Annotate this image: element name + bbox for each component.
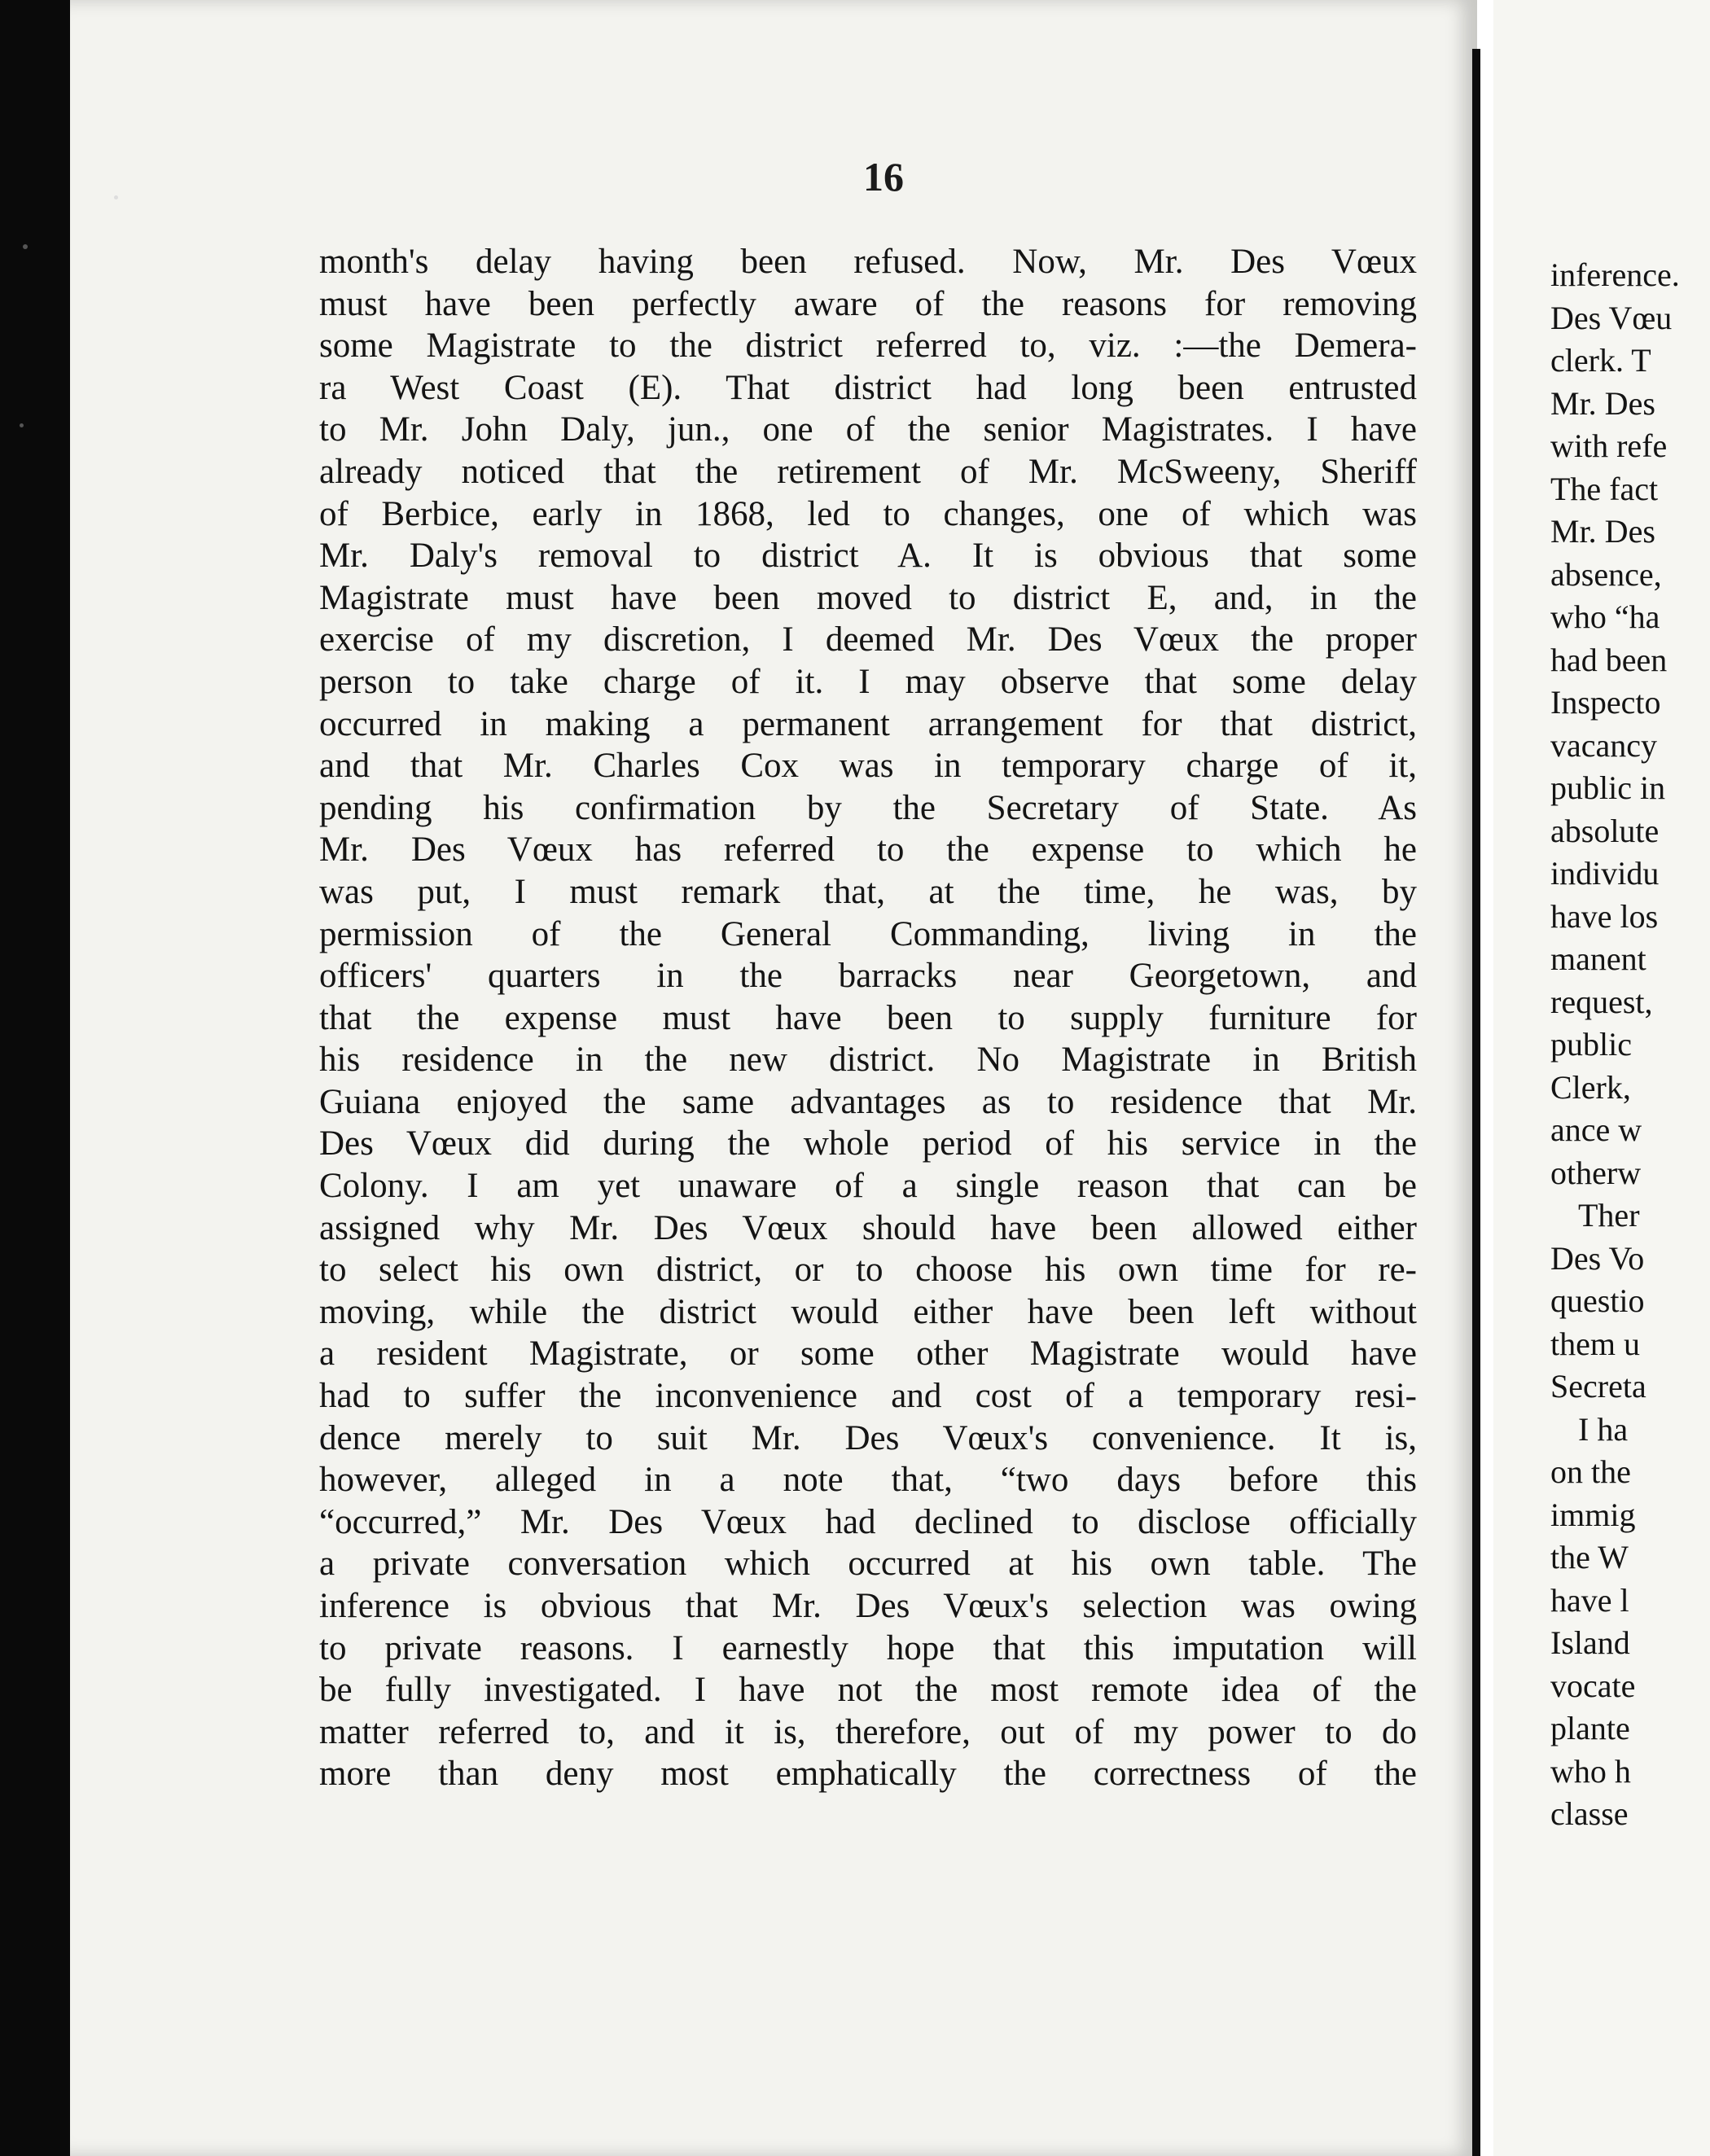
- text-line: public in: [1550, 769, 1666, 806]
- text-line: the W: [1550, 1539, 1629, 1575]
- text-line: had to suffer the inconvenience and cost of a temporary resi-: [319, 1377, 1417, 1416]
- book-spine: [1472, 49, 1480, 2156]
- text-line: vacancy: [1550, 726, 1658, 764]
- text-line: Mr. Des: [1550, 384, 1655, 422]
- text-line: Mr. Daly's removal to district A. It is obvious that some: [319, 537, 1417, 576]
- text-line: manent: [1550, 940, 1646, 977]
- text-line: that the expense must have been to supply furniture for: [319, 998, 1417, 1037]
- text-line: was put, I must remark that, at the time, he was, by: [319, 872, 1417, 911]
- text-line: pending his confirmation by the Secretary of State. As: [319, 788, 1417, 827]
- text-line: Mr. Des: [1550, 513, 1655, 550]
- text-line: inference.: [1550, 256, 1680, 293]
- text-line: questio: [1550, 1282, 1645, 1319]
- text-line: Colony. I am yet unaware of a single reason that can be: [319, 1167, 1417, 1206]
- text-line: a resident Magistrate, or some other Magistrate would have: [319, 1334, 1417, 1374]
- text-line: I ha: [1578, 1410, 1629, 1448]
- paper-speck: [114, 195, 118, 199]
- text-line: Inspecto: [1550, 684, 1661, 721]
- text-line: request,: [1550, 983, 1653, 1020]
- text-line: his residence in the new district. No Magistrate in British: [319, 1041, 1417, 1080]
- text-line: Island: [1550, 1624, 1630, 1661]
- text-line: exercise of my discretion, I deemed Mr. Des Vœux the proper: [319, 620, 1417, 660]
- text-line: Guiana enjoyed the same advantages as to residence that Mr.: [319, 1082, 1417, 1121]
- text-line: who h: [1550, 1752, 1631, 1790]
- text-line: a private conversation which occurred at his own table. The: [319, 1545, 1417, 1584]
- text-line: individu: [1550, 855, 1660, 892]
- text-line: vocate: [1550, 1667, 1636, 1704]
- text-line: Secreta: [1550, 1368, 1646, 1404]
- text-line: Des Vo: [1550, 1239, 1645, 1277]
- right-page-body-text: [1550, 254, 1710, 1836]
- text-line: Des Vœu: [1550, 299, 1673, 336]
- text-line: public: [1550, 1026, 1632, 1063]
- text-line: them u: [1550, 1325, 1640, 1362]
- text-line: to select his own district, or to choose his own time for re-: [319, 1251, 1417, 1290]
- text-line: otherw: [1550, 1154, 1642, 1191]
- text-line: assigned why Mr. Des Vœux should have been allowed either: [319, 1208, 1417, 1247]
- paper-speck: [23, 244, 28, 249]
- text-line: occurred in making a permanent arrangement for that district,: [319, 704, 1417, 743]
- text-line: inference is obvious that Mr. Des Vœux's selection was owing: [319, 1587, 1417, 1625]
- text-line: already noticed that the retirement of Mr. McSweeny, Sheriff: [319, 452, 1417, 491]
- text-line: “occurred,” Mr. Des Vœux had declined to disclose officially: [319, 1502, 1417, 1541]
- text-line: however, alleged in a note that, “two days before this: [319, 1461, 1417, 1500]
- text-line: absence,: [1550, 555, 1662, 593]
- text-line: of Berbice, early in 1868, led to changes, one of which was: [319, 494, 1417, 533]
- text-line: moving, while the district would either have been left without: [319, 1292, 1417, 1331]
- text-line: classe: [1550, 1795, 1629, 1832]
- paper-speck: [20, 423, 24, 427]
- text-line: Magistrate must have been moved to district E, and, in the: [319, 578, 1417, 617]
- text-line: Des Vœux did during the whole period of his service in the: [319, 1124, 1417, 1163]
- text-line: clerk. T: [1550, 342, 1651, 379]
- page-number: 16: [863, 154, 904, 199]
- scan-background: [0, 0, 70, 2156]
- text-line: person to take charge of it. I may observe that some delay: [319, 662, 1417, 701]
- text-line: officers' quarters in the barracks near Georgetown, and: [319, 957, 1417, 996]
- text-line: with refe: [1550, 427, 1668, 464]
- text-line: Clerk,: [1550, 1068, 1631, 1106]
- text-line: some Magistrate to the district referred to, viz. :—the Demera-: [319, 326, 1417, 366]
- text-line: month's delay having been refused. Now, Mr. Des Vœux: [319, 243, 1417, 281]
- text-line: and that Mr. Charles Cox was in temporary charge of it,: [319, 747, 1417, 786]
- text-line: have l: [1550, 1581, 1629, 1619]
- text-line: to Mr. John Daly, jun., one of the senior Magistrates. I have: [319, 410, 1417, 449]
- text-line: more than deny most emphatically the correctness of the: [319, 1755, 1417, 1794]
- text-line: immig: [1550, 1496, 1636, 1533]
- text-line: matter referred to, and it is, therefore, out of my power to do: [319, 1712, 1417, 1751]
- text-line: The fact: [1550, 470, 1659, 507]
- text-line: Ther: [1578, 1197, 1640, 1234]
- text-line: dence merely to suit Mr. Des Vœux's convenience. It is,: [319, 1418, 1417, 1457]
- text-line: have los: [1550, 897, 1659, 935]
- text-line: ra West Coast (E). That district had long been entrusted: [319, 368, 1417, 407]
- text-line: plante: [1550, 1710, 1630, 1746]
- text-line: be fully investigated. I have not the most remote idea of the: [319, 1671, 1417, 1710]
- text-line: ance w: [1550, 1111, 1642, 1148]
- text-line: on the: [1550, 1453, 1631, 1490]
- text-line: must have been perfectly aware of the reasons for removing: [319, 284, 1417, 323]
- text-line: who “ha: [1550, 598, 1660, 635]
- text-line: absolute: [1550, 812, 1660, 849]
- text-line: had been: [1550, 641, 1668, 678]
- text-line: permission of the General Commanding, living in the: [319, 914, 1417, 953]
- text-line: to private reasons. I earnestly hope that this imputation will: [319, 1628, 1417, 1667]
- text-line: Mr. Des Vœux has referred to the expense to which he: [319, 830, 1417, 870]
- left-page-body-text: [319, 241, 1417, 1795]
